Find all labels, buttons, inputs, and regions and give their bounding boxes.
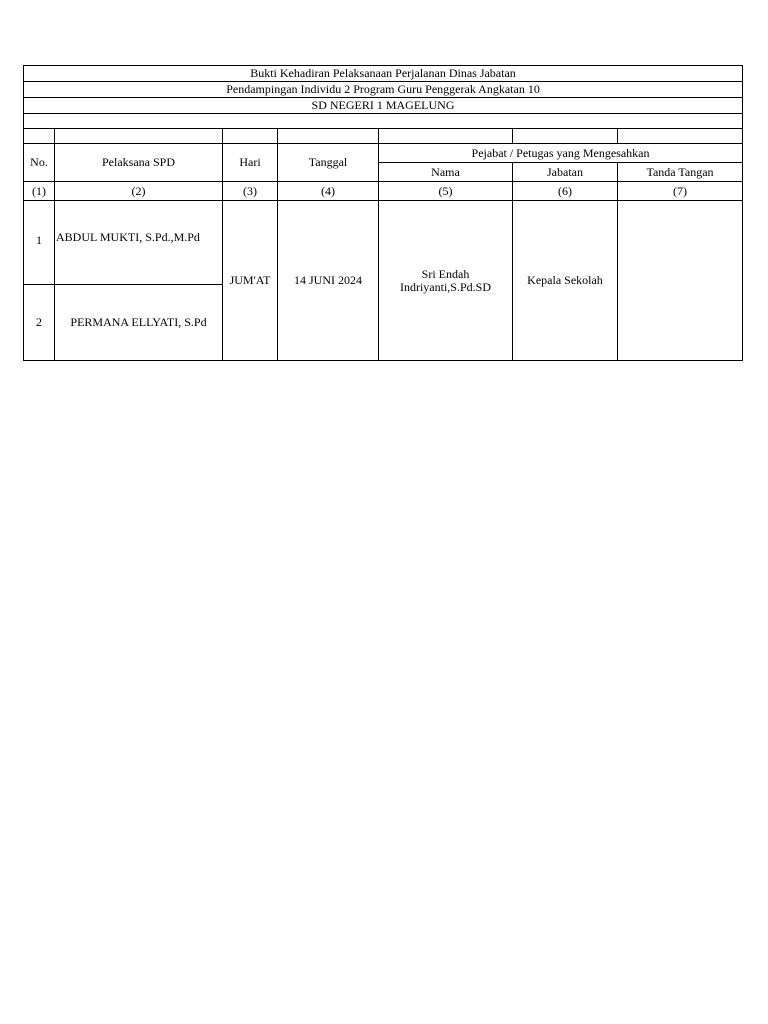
blank-row [24, 114, 743, 129]
column-number: (1) [24, 182, 55, 201]
pejabat-nama-value [379, 201, 513, 361]
school-name: SD NEGERI 1 MAGELUNG [24, 98, 743, 114]
document-title: Bukti Kehadiran Pelaksanaan Perjalanan Dinas Jabatan [24, 66, 743, 82]
row-number: 2 [24, 285, 55, 361]
pelaksana-name: ABDUL MUKTI, S.Pd.,M.Pd [55, 201, 223, 285]
header-hari: Hari [223, 144, 278, 182]
pejabat-jabatan-value: Kepala Sekolah [513, 201, 618, 361]
header-no: No. [24, 144, 55, 182]
pejabat-nama-line2: Indriyanti,S.Pd.SD [399, 279, 491, 294]
tanda-tangan-cell [618, 201, 743, 361]
header-pejabat-group: Pejabat / Petugas yang Mengesahkan [379, 144, 743, 163]
blank-cell [278, 129, 379, 144]
blank-cell [223, 129, 278, 144]
table-row [24, 201, 743, 285]
hari-value: JUM'AT [223, 201, 278, 361]
column-number: (3) [223, 182, 278, 201]
column-number: (4) [278, 182, 379, 201]
pelaksana-name: PERMANA ELLYATI, S.Pd [55, 285, 223, 361]
column-number: (7) [618, 182, 743, 201]
row-number: 1 [24, 201, 55, 285]
blank-cell [55, 129, 223, 144]
blank-cell [379, 129, 513, 144]
header-nama: Nama [379, 163, 513, 182]
attendance-table [23, 65, 743, 361]
header-tanda-tangan: Tanda Tangan [618, 163, 743, 182]
header-tanggal: Tanggal [278, 144, 379, 182]
header-pelaksana: Pelaksana SPD [55, 144, 223, 182]
blank-cell [513, 129, 618, 144]
blank-cell [24, 129, 55, 144]
document-subtitle: Pendampingan Individu 2 Program Guru Penggerak Angkatan 10 [24, 82, 743, 98]
header-jabatan: Jabatan [513, 163, 618, 182]
blank-cell [618, 129, 743, 144]
tanggal-value: 14 JUNI 2024 [278, 201, 379, 361]
pejabat-nama-line1: Sri Endah [421, 266, 470, 281]
column-number: (2) [55, 182, 223, 201]
column-number: (6) [513, 182, 618, 201]
column-number: (5) [379, 182, 513, 201]
